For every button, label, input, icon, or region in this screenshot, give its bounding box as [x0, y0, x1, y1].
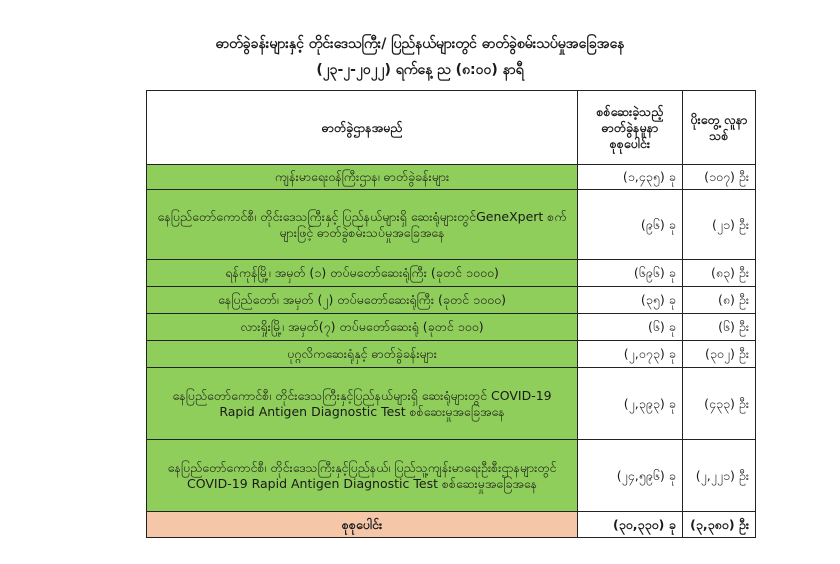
header-samples: စစ်ဆေးခဲ့သည့် ဓာတ်ခွဲနမူနာ စုစုပေါင်း [578, 91, 683, 165]
table-header-row [147, 91, 756, 165]
total-samples: (၃၀,၃၃၀) ခု [578, 512, 683, 538]
cases-count: (၄၃၃) ဦး [682, 368, 755, 440]
lab-name: ပုဂ္ဂလိကဆေးရုံနှင့် ဓာတ်ခွဲခန်းများ [147, 341, 578, 368]
testing-table [146, 90, 756, 538]
lab-name: နေပြည်တော်ကောင်စီ၊ တိုင်းဒေသကြီးနှင့်ပြည်နယ်၊ ပြည်သူ့ကျန်းမာရေးဦးစီးဌာနများတွင် COVID-19 Rapid Antigen Diagnostic Test စစ်ဆေးမှုအခြေအနေ [147, 440, 578, 512]
lab-name: နေပြည်တော်ကောင်စီ၊ တိုင်းဒေသကြီးနှင့်ပြည်နယ်များရှိ ဆေးရုံများတွင် COVID-19 Rapid Antigen Diagnostic Test စစ်ဆေးမှုအခြေအနေ [147, 368, 578, 440]
table-row [147, 341, 756, 368]
cases-count: (၈) ဦး [682, 287, 755, 314]
cases-count: (၂၁) ဦး [682, 190, 755, 260]
lab-name: ရန်ကုန်မြို့၊ အမှတ် (၁) တပ်မတော်ဆေးရုံကြီး (ခုတင် ၁၀၀၀) [147, 260, 578, 287]
samples-count: (၂,၃၉၃) ခု [578, 368, 683, 440]
cases-count: (၃၀၂) ဦး [682, 341, 755, 368]
table-row [147, 368, 756, 440]
table-row [147, 440, 756, 512]
header-lab-name: ဓာတ်ခွဲဌာနအမည် [147, 91, 578, 165]
cases-count: (၆) ဦး [682, 314, 755, 341]
cases-count: (၂,၂၂၁) ဦး [682, 440, 755, 512]
table-row [147, 287, 756, 314]
total-cases: (၃,၃၈၀) ဦး [682, 512, 755, 538]
header-new-cases: ပိုးတွေ့ လူနာသစ် [682, 91, 755, 165]
table-row [147, 260, 756, 287]
lab-name: နေပြည်တော်၊ အမှတ် (၂) တပ်မတော်ဆေးရုံကြီး (ခုတင် ၁၀၀၀) [147, 287, 578, 314]
samples-count: (၂,၀၇၃) ခု [578, 341, 683, 368]
samples-count: (၉၆) ခု [578, 190, 683, 260]
table-row [147, 190, 756, 260]
total-label: စုစုပေါင်း [147, 512, 578, 538]
samples-count: (၂၄,၅၉၆) ခု [578, 440, 683, 512]
table-row [147, 165, 756, 190]
cases-count: (၈၃) ဦး [682, 260, 755, 287]
samples-count: (၆) ခု [578, 314, 683, 341]
samples-count: (၃၅) ခု [578, 287, 683, 314]
lab-name: ကျန်းမာရေးဝန်ကြီးဌာန၊ ဓာတ်ခွဲခန်းများ [147, 165, 578, 190]
samples-count: (၆၉၆) ခု [578, 260, 683, 287]
samples-count: (၁,၄၃၅) ခု [578, 165, 683, 190]
lab-name: လားရှိုးမြို့၊ အမှတ်(၇) တပ်မတော်ဆေးရုံ (ခုတင် ၁၀၀) [147, 314, 578, 341]
total-row [147, 512, 756, 538]
report-date: (၂၃-၂-၂၀၂၂) ရက်နေ့ ည (၈:၀၀) နာရီ [316, 62, 524, 78]
table-row [147, 314, 756, 341]
lab-name: နေပြည်တော်ကောင်စီ၊ တိုင်းဒေသကြီးနှင့် ပြည်နယ်များရှိ ဆေးရုံများတွင်GeneXpert စက်များဖြင့် ဓာတ်ခွဲစမ်းသပ်မှုအခြေအနေ [147, 190, 578, 260]
cases-count: (၁၀၇) ဦး [682, 165, 755, 190]
report-title: ဓာတ်ခွဲခန်းများနှင့် တိုင်းဒေသကြီး/ ပြည်နယ်များတွင် ဓာတ်ခွဲစမ်းသပ်မှုအခြေအနေ [215, 36, 625, 52]
